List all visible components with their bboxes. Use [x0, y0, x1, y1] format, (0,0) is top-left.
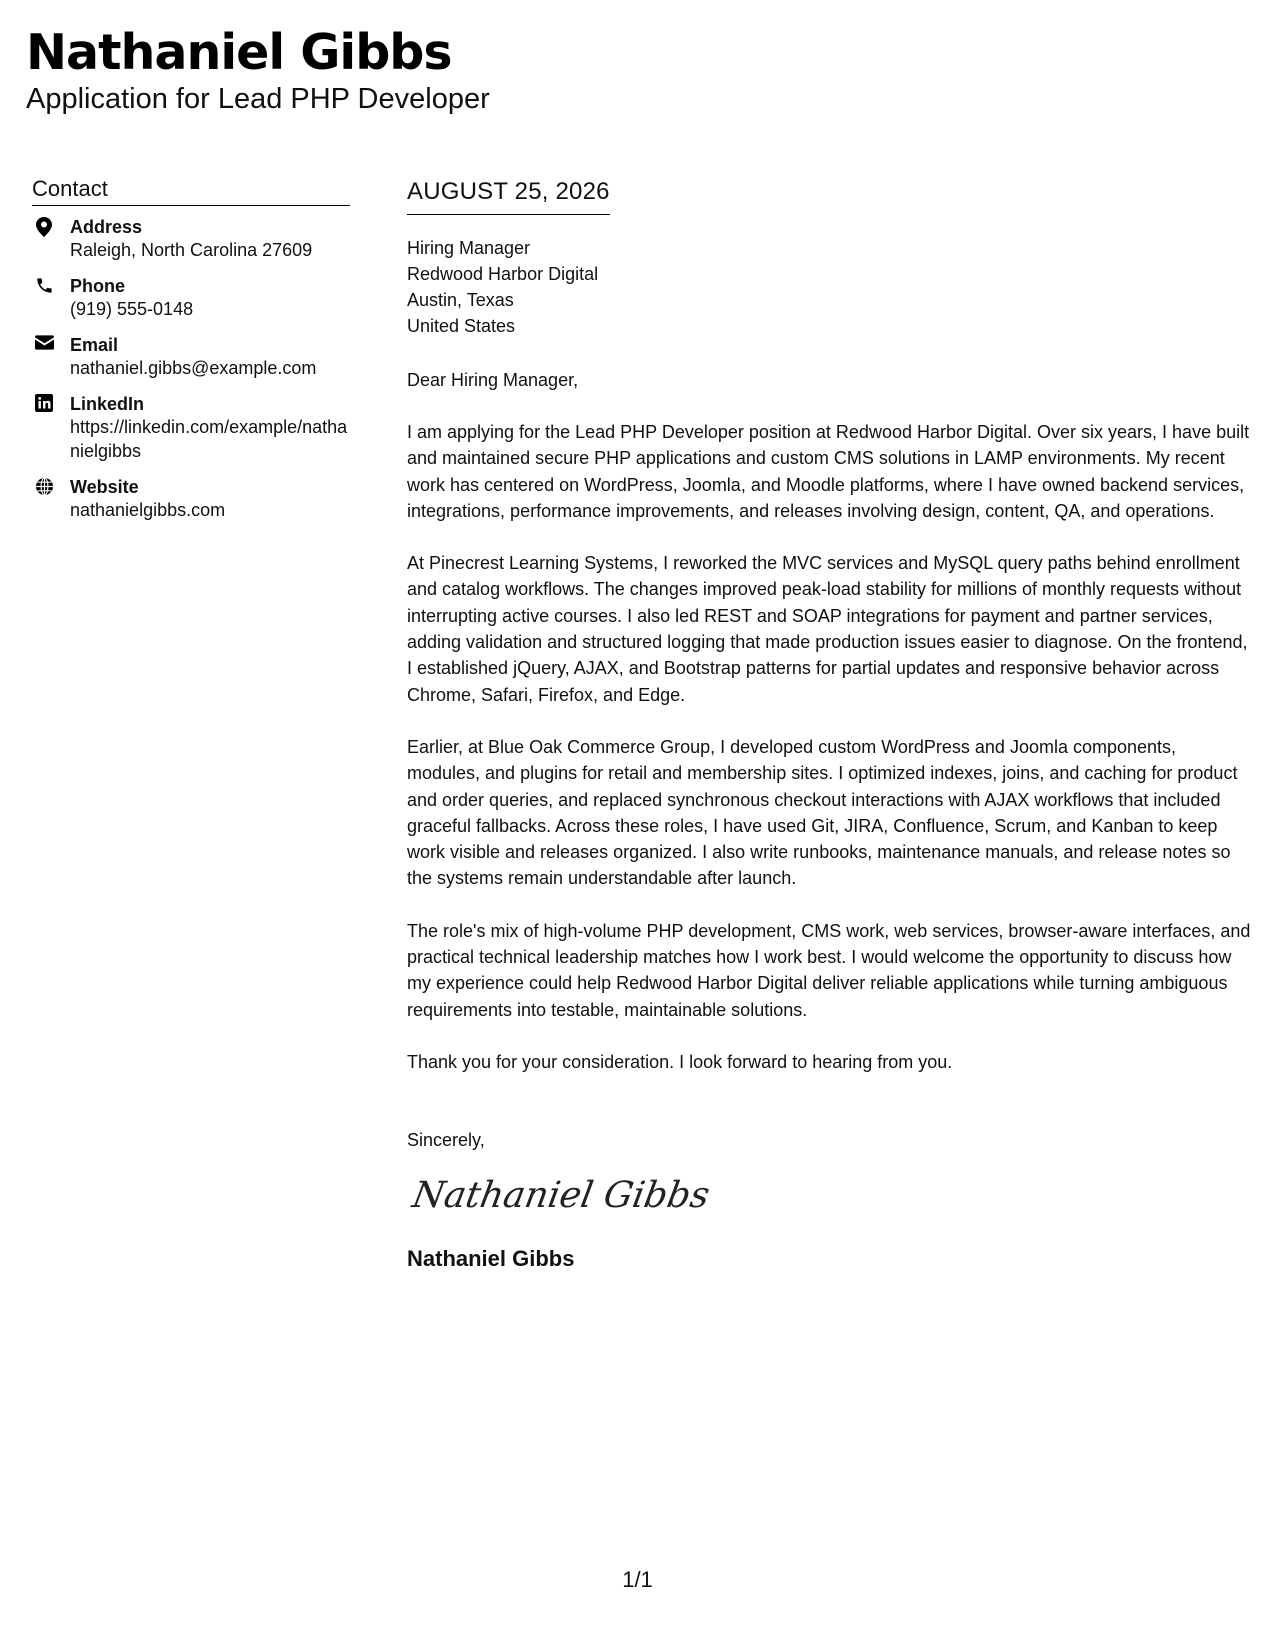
- map-pin-icon: [32, 217, 56, 239]
- recipient-line: Redwood Harbor Digital: [407, 264, 599, 284]
- letter-date: AUGUST 25, 2026: [407, 176, 610, 215]
- signer-name: Nathaniel Gibbs: [407, 1246, 575, 1272]
- contact-item-website: [32, 476, 350, 522]
- contact-item-phone: [32, 275, 350, 321]
- recipient-line: Austin, Texas: [407, 290, 514, 310]
- email-value[interactable]: nathaniel.gibbs@example.com: [70, 358, 317, 378]
- recipient-line: Hiring Manager: [407, 238, 531, 258]
- paragraph: I am applying for the Lead PHP Developer position at Redwood Harbor Digital. Over six years, I have built and maintained secure PHP applications and custom CMS solutions in LAMP environments. My recent work has centered on WordPress, Joomla, and Moodle platforms, where I have owned backend services, integrations, performance improvements, and releases involving design, content, QA, and operations.: [407, 422, 1250, 521]
- handwritten-signature: Nathaniel Gibbs: [409, 1175, 713, 1217]
- application-subtitle: Application for Lead PHP Developer: [26, 83, 490, 115]
- closing: Sincerely,: [407, 1130, 485, 1151]
- contact-item-linkedin: [32, 393, 350, 463]
- address-value: Raleigh, North Carolina 27609: [70, 240, 313, 260]
- phone-value: (919) 555-0148: [70, 299, 194, 319]
- contact-list: [32, 216, 350, 522]
- linkedin-icon: [32, 394, 56, 416]
- contact-item-address: [32, 216, 350, 262]
- globe-icon: [32, 477, 56, 499]
- paragraph: Earlier, at Blue Oak Commerce Group, I developed custom WordPress and Joomla components, modules, and plugins for retail and membership sites. I optimized indexes, joins, and caching for product and order queries, and replaced synchronous checkout interactions with AJAX workflows that included graceful fallbacks. Across these roles, I have used Git, JIRA, Confluence, Scrum, and Kanban to keep work visible and releases organized. I also write runbooks, maintenance manuals, and release notes so the systems remain understandable after launch.: [407, 736, 1238, 889]
- paragraph: At Pinecrest Learning Systems, I reworked the MVC services and MySQL query paths behind enrollment and catalog workflows. The changes improved peak-load stability for millions of monthly requests without interrupting active courses. I also led REST and SOAP integrations for payment and partner services, adding validation and structured logging that made production issues easier to diagnose. On the frontend, I established jQuery, AJAX, and Bootstrap patterns for partial updates and responsive behavior across Chrome, Safari, Firefox, and Edge.: [407, 553, 1248, 705]
- paragraph: Thank you for your consideration. I look forward to hearing from you.: [407, 1051, 953, 1072]
- recipient-line: United States: [407, 316, 516, 336]
- contact-label: Phone: [70, 276, 126, 296]
- paragraph: The role's mix of high-volume PHP development, CMS work, web services, browser-aware interfaces, and practical technical leadership matches how I work best. I would welcome the opportunity to discuss how my experience could help Redwood Harbor Digital deliver reliable applications while turning ambiguous requirements into testable, maintainable solutions.: [407, 920, 1251, 1020]
- contact-label: Email: [70, 335, 119, 355]
- phone-icon: [32, 276, 56, 298]
- contact-heading: Contact: [32, 175, 350, 206]
- header: [26, 22, 490, 116]
- salutation: Dear Hiring Manager,: [407, 370, 579, 390]
- contact-label: Address: [70, 217, 143, 237]
- contact-sidebar: [32, 175, 350, 535]
- applicant-name: Nathaniel Gibbs: [26, 24, 452, 81]
- linkedin-value[interactable]: https://linkedin.com/example/nathanielgibbs: [70, 417, 348, 461]
- recipient-block: [407, 235, 1252, 339]
- page-number: 1/1: [622, 1567, 653, 1592]
- contact-item-email: [32, 334, 350, 380]
- contact-label: LinkedIn: [70, 394, 145, 414]
- website-value[interactable]: nathanielgibbs.com: [70, 500, 226, 520]
- envelope-icon: [32, 335, 56, 357]
- contact-label: Website: [70, 477, 139, 497]
- letter-body: [407, 176, 1252, 1273]
